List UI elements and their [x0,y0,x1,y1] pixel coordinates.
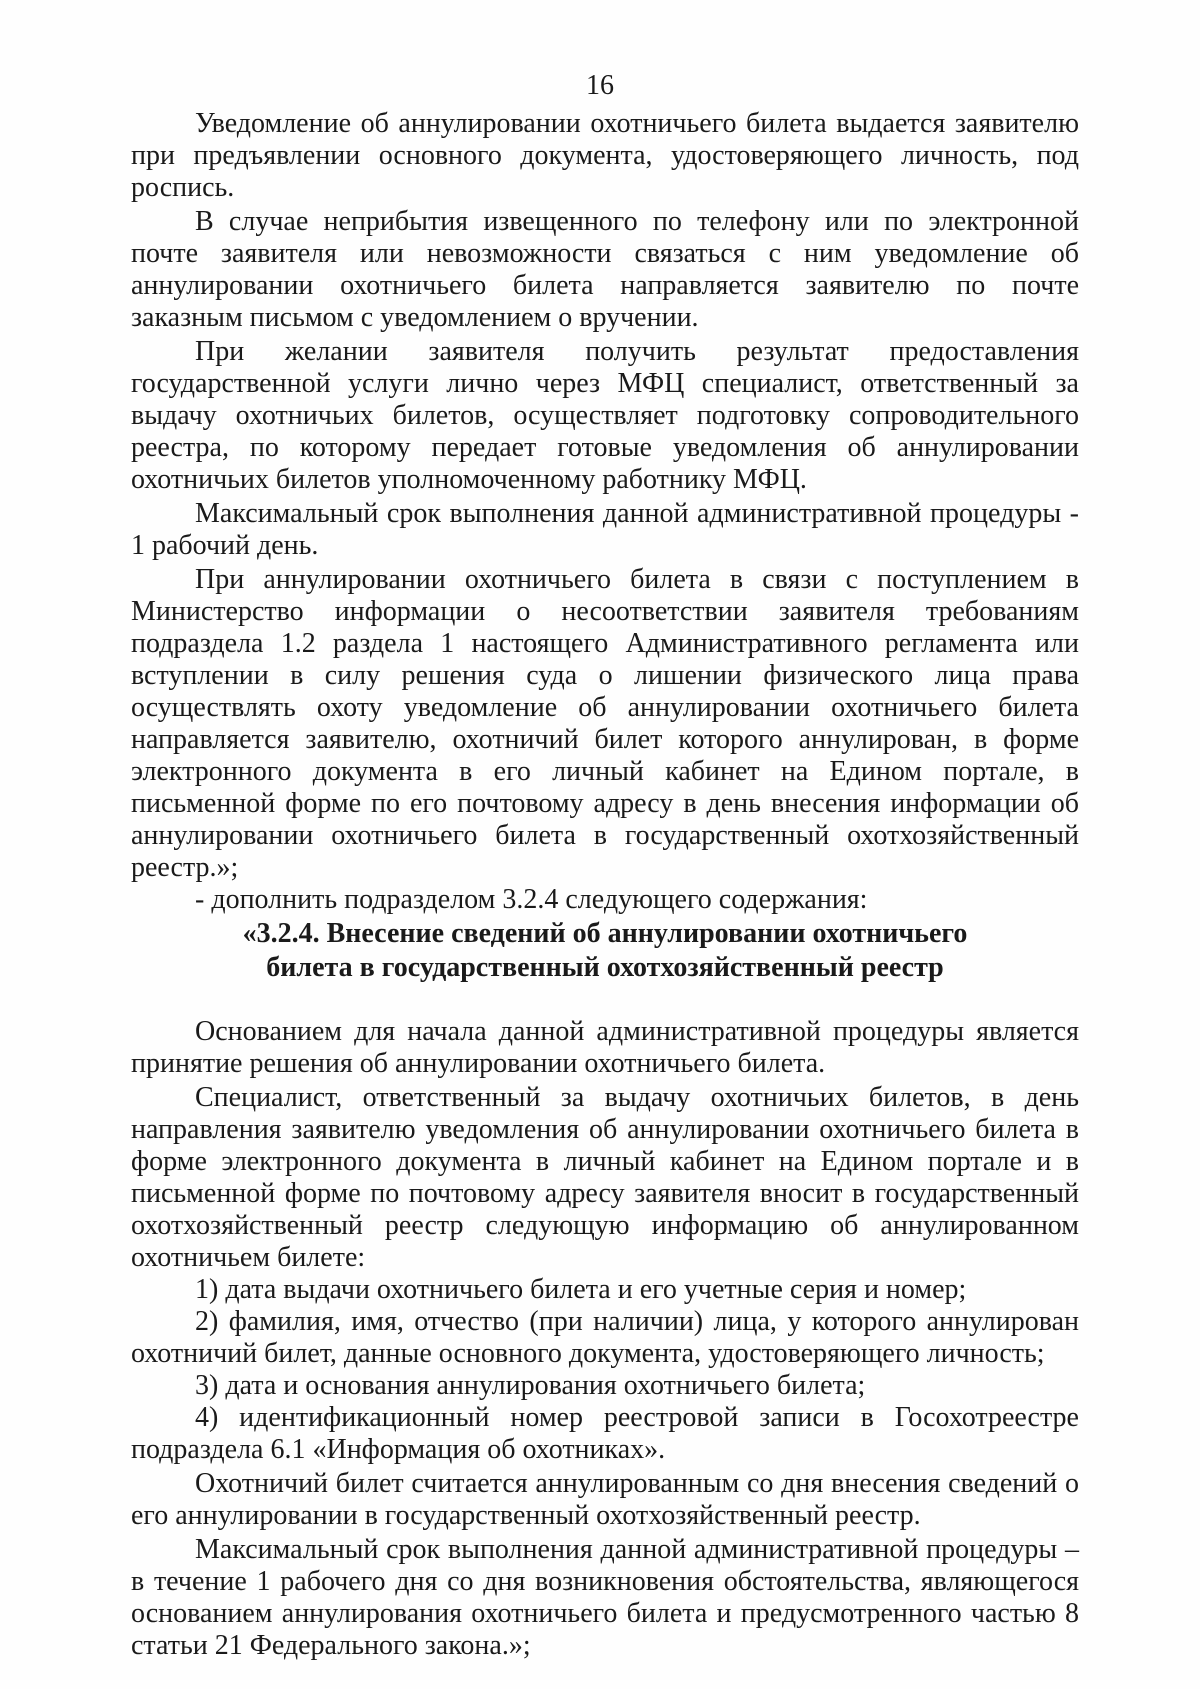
paragraph: При желании заявителя получить результат предоставления государственной услуги лично через МФЦ специалист, ответственный за выдачу охотничьих билетов, осуществляет подготовку сопроводительного реестра, по которому передает готовые уведомления об аннулировании охотничьих билетов уполномоченному работнику МФЦ. [131,336,1079,495]
paragraph: При аннулировании охотничьего билета в связи с поступлением в Министерство информации о несоответствии заявителя требованиям подраздела 1.2 раздела 1 настоящего Административного регламента или вступлении в силу решения суда о лишении физического лица права осуществлять охоту уведомление об аннулировании охотничьего билета направляется заявителю, охотничий билет которого аннулирован, в форме электронного документа в его личный кабинет на Едином портале, в письменной форме по его почтовому адресу в день внесения информации об аннулировании охотничьего билета в государственный охотхозяйственный реестр.»; [131,564,1079,883]
paragraph: Уведомление об аннулировании охотничьего билета выдается заявителю при предъявлении основного документа, удостоверяющего личность, под роспись. [131,108,1079,203]
paragraph: Основанием для начала данной административной процедуры является принятие решения об аннулировании охотничьего билета. [131,1016,1079,1079]
paragraph: Максимальный срок выполнения данной административной процедуры - 1 рабочий день. [131,498,1079,561]
section-heading-line-1: «3.2.4. Внесение сведений об аннулировании охотничьего [242,918,968,949]
amendment-line: - дополнить подразделом 3.2.4 следующего содержания: [195,884,868,915]
list-item: 2) фамилия, имя, отчество (при наличии) лица, у которого аннулирован охотничий билет, данные основного документа, удостоверяющего личность; [131,1306,1079,1369]
paragraph: Специалист, ответственный за выдачу охотничьих билетов, в день направления заявителю уведомления об аннулировании охотничьего билета в форме электронного документа в личный кабинет на Едином портале и в письменной форме по почтовому адресу заявителя вносит в государственный охотхозяйственный реестр следующую информацию об аннулированном охотничьем билете: [131,1082,1079,1273]
paragraph: В случае неприбытия извещенного по телефону или по электронной почте заявителя или невозможности связаться с ним уведомление об аннулировании охотничьего билета направляется заявителю по почте заказным письмом с уведомлением о вручении. [131,206,1079,333]
paragraph: Максимальный срок выполнения данной административной процедуры – в течение 1 рабочего дня со дня возникновения обстоятельства, являющегося основанием аннулирования охотничьего билета и предусмотренного частью 8 статьи 21 Федерального закона.»; [131,1534,1079,1661]
page-number: 16 [586,70,614,101]
list-item: 3) дата и основания аннулирования охотничьего билета; [195,1370,866,1401]
list-item: 1) дата выдачи охотничьего билета и его учетные серия и номер; [195,1274,967,1305]
document-body [131,108,1079,1662]
paragraph: Охотничий билет считается аннулированным со дня внесения сведений о его аннулировании в государственный охотхозяйственный реестр. [131,1468,1079,1531]
section-heading-line-2: билета в государственный охотхозяйственный реестр [266,952,944,983]
section-heading [131,918,1079,984]
list-item: 4) идентификационный номер реестровой записи в Госохотреестре подраздела 6.1 «Информация об охотниках». [131,1402,1079,1465]
